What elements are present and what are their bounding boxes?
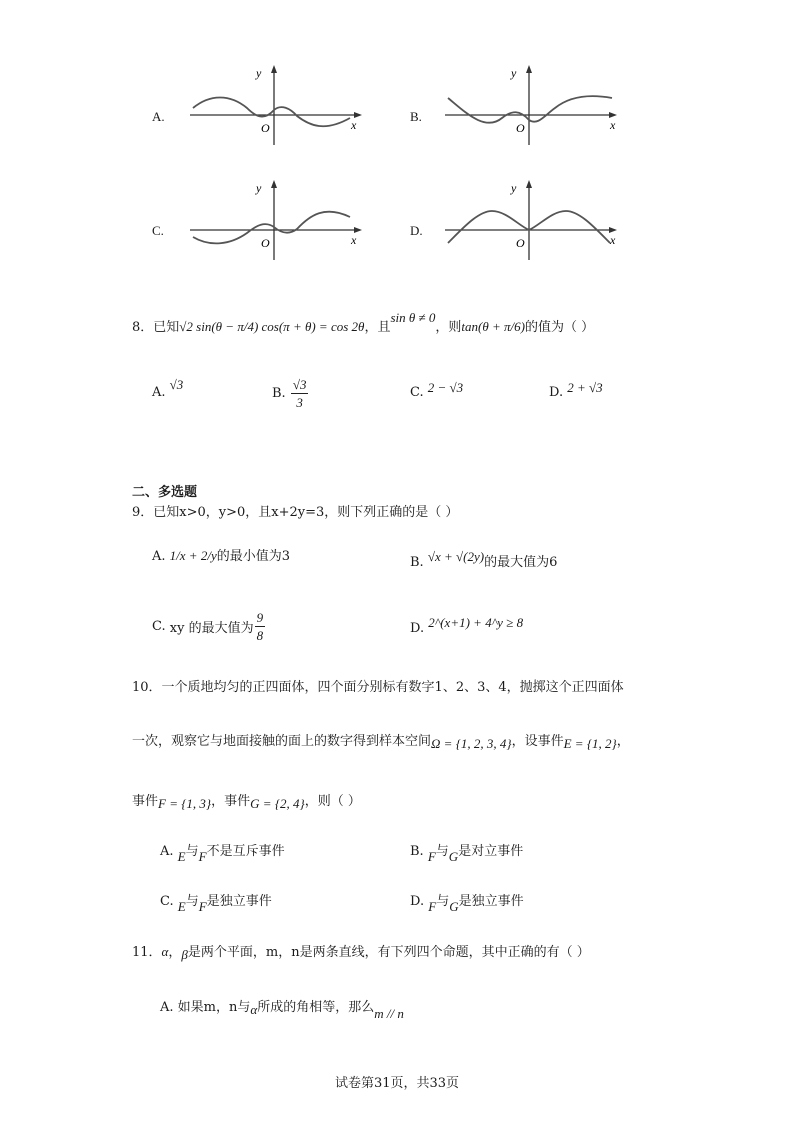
option-text: 不是互斥事件 — [206, 844, 285, 859]
question-8-ask-post: 的值为（ ） — [524, 320, 595, 335]
question-8-option-d — [549, 380, 603, 400]
option-text: xy 的最大值为 — [169, 621, 254, 636]
graph-b-y: y — [511, 66, 517, 80]
graph-c-label: C. — [152, 223, 164, 238]
graph-c-x: x — [351, 233, 357, 247]
question-11-sep: ， — [168, 945, 182, 960]
option-var-1: E — [177, 849, 186, 864]
event-g: G = {2, 4} — [250, 796, 305, 811]
event-e: E = {1, 2} — [563, 736, 617, 751]
question-8-num: 8．已知 — [132, 320, 180, 335]
option-label: A. — [160, 844, 174, 859]
graph-a-label: A. — [152, 109, 165, 124]
fraction-denominator: 8 — [256, 628, 264, 643]
option-text: 是独立事件 — [206, 894, 272, 909]
option-mid: 与 — [435, 844, 449, 859]
fraction-denominator: 3 — [296, 395, 303, 410]
question-8-equation: √2 sin(θ − π/4) cos(π + θ) = cos 2θ — [179, 319, 365, 334]
question-10-text: 事件 — [132, 794, 159, 809]
option-label: A. — [160, 1000, 174, 1015]
question-8-option-b — [272, 378, 309, 409]
page-footer: 试卷第31页，共33页 — [334, 1076, 460, 1091]
question-9-option-a — [152, 545, 290, 564]
graph-b-origin: O — [516, 121, 525, 135]
option-label: B. — [272, 386, 286, 401]
section-heading: 二、多选题 — [132, 485, 198, 500]
option-value: 2 + √3 — [567, 380, 603, 395]
question-8-option-c — [410, 380, 464, 400]
option-label: C. — [410, 385, 424, 400]
graph-d-x: x — [610, 233, 616, 247]
option-text: 如果m，n与 — [177, 1000, 251, 1015]
question-10-option-c — [160, 890, 272, 914]
option-label: D. — [410, 621, 425, 636]
graph-c-origin: O — [261, 236, 270, 250]
question-9-option-b — [410, 551, 557, 570]
question-10-line-2 — [132, 730, 630, 749]
graph-a-x: x — [351, 118, 357, 132]
option-text: 是独立事件 — [458, 894, 524, 909]
question-11-option-a — [160, 996, 404, 1021]
question-8-condition: sin θ ≠ 0 — [390, 310, 436, 325]
question-8-ask: tan(θ + π/6) — [461, 319, 525, 334]
option-text: 的最大值为6 — [484, 555, 558, 570]
graph-b-x: x — [610, 118, 616, 132]
sample-space: Ω = {1, 2, 3, 4} — [431, 736, 512, 751]
option-var-2: G — [449, 899, 459, 914]
question-8-ask-pre: ，则 — [435, 320, 462, 335]
graph-c — [185, 175, 370, 263]
graph-b — [440, 60, 625, 148]
option-var-2: G — [448, 849, 459, 864]
option-mid: 与 — [185, 894, 199, 909]
option-label: D. — [549, 385, 564, 400]
question-9-option-c — [152, 611, 266, 642]
option-var-1: F — [427, 849, 436, 864]
symbol-alpha: α — [250, 1002, 258, 1017]
graph-d-y: y — [511, 181, 517, 195]
symbol-alpha: α — [161, 944, 169, 959]
question-10-line-1: 10．一个质地均匀的正四面体，四个面分别标有数字1、2、3、4，抛掷这个正四面体 — [132, 680, 624, 695]
option-label: D. — [410, 894, 425, 909]
question-10-text: ， — [616, 734, 630, 749]
option-var-1: F — [428, 899, 437, 914]
option-label: C. — [152, 619, 166, 634]
option-value: √3 — [169, 377, 184, 392]
question-10-text: ，事件 — [211, 794, 251, 809]
graph-a-origin: O — [261, 121, 270, 135]
question-10-option-a — [160, 840, 285, 864]
question-9-option-d — [410, 615, 524, 636]
question-9-stem: 9．已知x>0，y>0，且x+2y=3，则下列正确的是（ ） — [132, 505, 459, 520]
graph-c-y: y — [256, 181, 262, 195]
question-8-option-a — [152, 377, 184, 400]
option-label: A. — [152, 549, 166, 564]
option-label: A. — [152, 385, 166, 400]
option-text: 的最小值为3 — [216, 549, 290, 564]
event-f: F = {1, 3} — [158, 796, 212, 811]
question-10-line-3 — [132, 790, 361, 809]
question-10-text: ，设事件 — [511, 734, 564, 749]
option-label: C. — [160, 894, 174, 909]
option-mid: 与 — [185, 844, 199, 859]
option-value: 2 − √3 — [427, 380, 464, 395]
question-8-cond-pre: ，且 — [364, 320, 391, 335]
graph-d — [440, 175, 625, 263]
graph-d-origin: O — [516, 236, 525, 250]
option-expression: 1/x + 2/y — [169, 548, 217, 563]
question-11-num: 11． — [132, 945, 162, 960]
option-expression: √x + √(2y) — [427, 549, 485, 564]
option-var-2: F — [198, 849, 207, 864]
option-expression: 2^(x+1) + 4^y ≥ 8 — [428, 615, 524, 630]
option-label: B. — [410, 844, 424, 859]
question-11-stem — [132, 941, 590, 960]
question-10-option-d — [410, 890, 524, 914]
graph-a-y: y — [256, 66, 262, 80]
fraction-numerator: √3 — [292, 377, 307, 392]
graph-b-label: B. — [410, 109, 422, 124]
option-var-2: F — [198, 899, 207, 914]
graph-a — [185, 60, 370, 148]
question-11-text: 是两个平面，m，n是两条直线，有下列四个命题，其中正确的有（ ） — [187, 945, 590, 960]
question-10-text: 一次，观察它与地面接触的面上的数字得到样本空间 — [132, 734, 432, 749]
option-expression: m // n — [374, 1006, 404, 1021]
option-text: 所成的角相等，那么 — [257, 1000, 375, 1015]
graph-d-label: D. — [410, 223, 423, 238]
option-mid: 与 — [436, 894, 450, 909]
fraction-numerator: 9 — [256, 610, 264, 625]
option-var-1: E — [177, 899, 186, 914]
question-10-option-b — [410, 840, 524, 864]
symbol-beta: β — [181, 947, 188, 962]
option-label: B. — [410, 555, 424, 570]
question-8-stem — [132, 310, 595, 335]
question-10-text: ，则（ ） — [304, 794, 361, 809]
option-text: 是对立事件 — [458, 844, 524, 859]
